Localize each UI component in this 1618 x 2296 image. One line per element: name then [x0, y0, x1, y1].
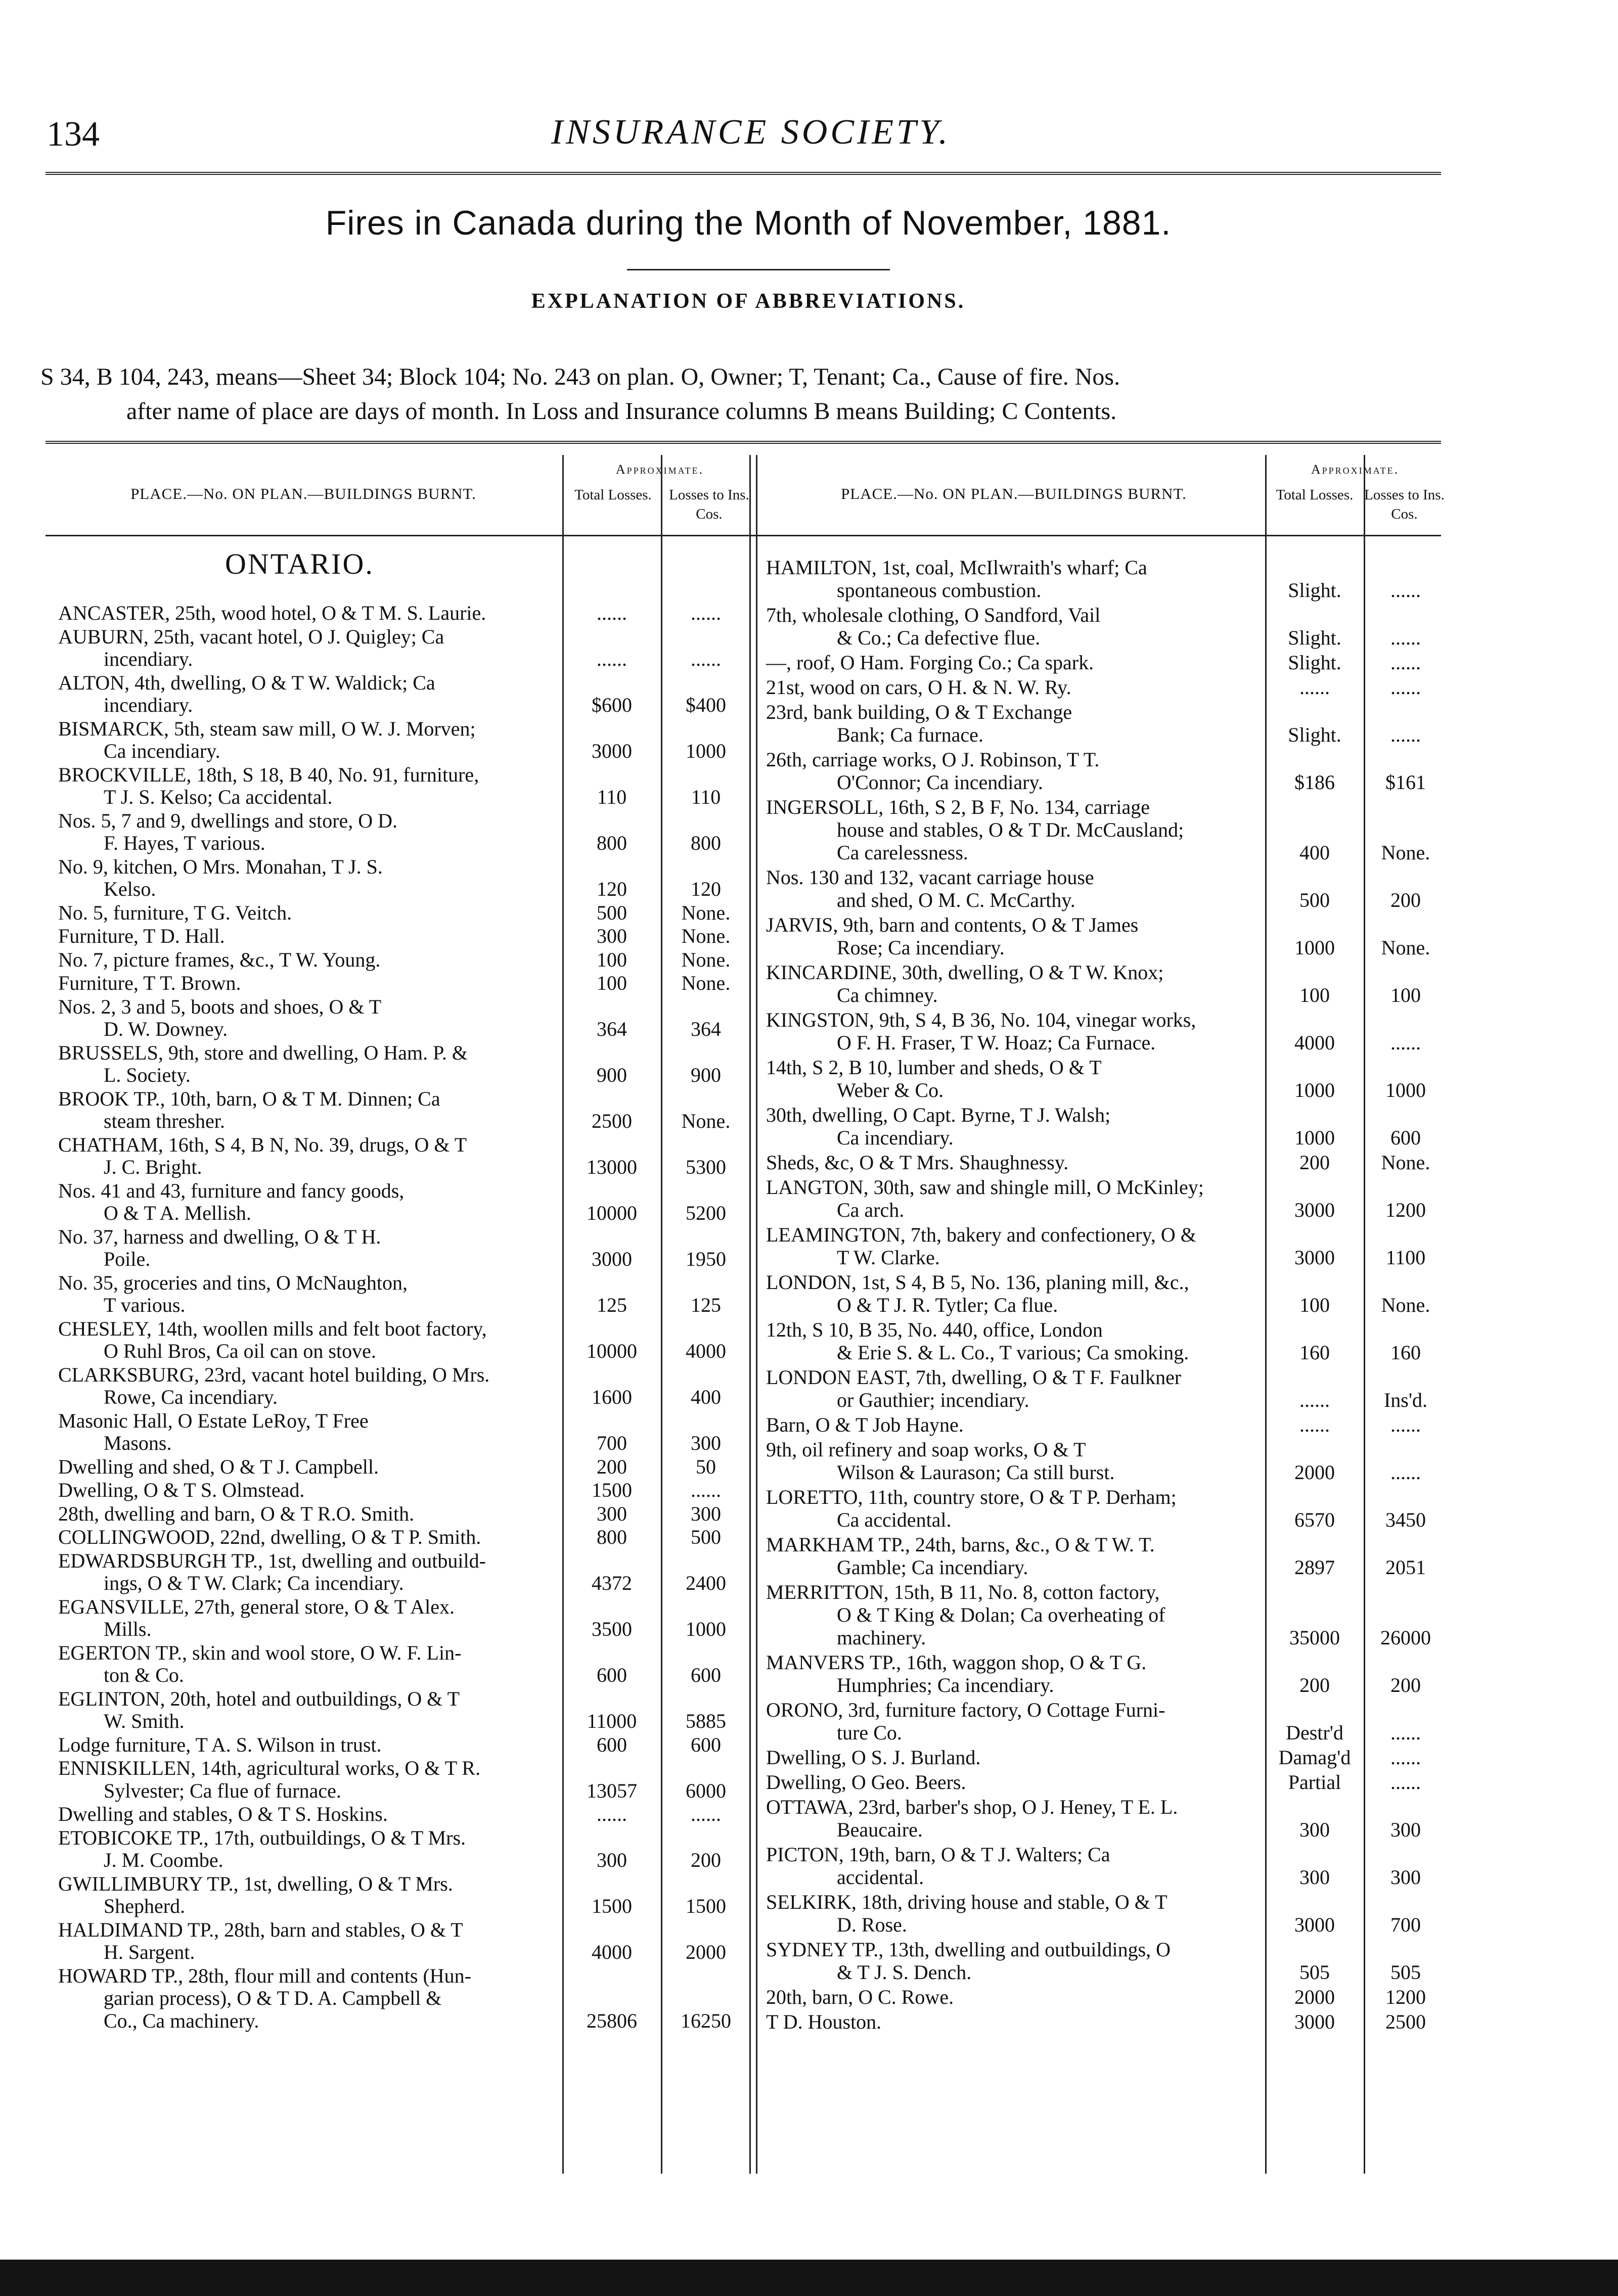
entry-text-line: CHESLEY, 14th, woollen mills and felt boot factory, [58, 1317, 487, 1340]
total-loss-value: $600 [592, 694, 632, 716]
insurance-loss-value: 1950 [686, 1248, 726, 1270]
entry-text-line: ANCASTER, 25th, wood hotel, O & T M. S. Laurie. [58, 602, 486, 624]
entry-text-line: Rowe, Ca incendiary. [104, 1386, 278, 1408]
total-loss-value: 400 [1299, 841, 1330, 864]
entry-text-line: D. W. Downey. [104, 1018, 228, 1040]
total-loss-value: ...... [1299, 676, 1330, 699]
entry-text-line: H. Sargent. [104, 1941, 195, 1963]
entry-text-line: BROCKVILLE, 18th, S 18, B 40, No. 91, furniture, [58, 763, 479, 786]
insurance-loss-value: 5885 [686, 1710, 726, 1732]
entry-text-line: SYDNEY TP., 13th, dwelling and outbuildings, O [766, 1938, 1171, 1961]
entry-text-line: KINGSTON, 9th, S 4, B 36, No. 104, vinegar works, [766, 1008, 1196, 1031]
entry-text-line: house and stables, O & T Dr. McCausland; [837, 818, 1184, 841]
total-loss-value: 6570 [1294, 1508, 1335, 1531]
insurance-loss-value: 600 [691, 1664, 721, 1686]
entry-text-line: Nos. 130 and 132, vacant carriage house [766, 866, 1094, 889]
total-loss-value: ...... [597, 648, 627, 670]
entry-text-line: Dwelling, O Geo. Beers. [766, 1771, 966, 1794]
insurance-loss-value: 5200 [686, 1202, 726, 1224]
insurance-loss-value: None. [681, 925, 731, 947]
total-loss-value: Partial [1288, 1771, 1341, 1794]
page-number: 134 [47, 115, 100, 154]
entry-text-line: BISMARCK, 5th, steam saw mill, O W. J. Morven; [58, 717, 476, 740]
entry-text-line: ton & Co. [104, 1664, 184, 1686]
entry-text-line: ORONO, 3rd, furniture factory, O Cottage Furni- [766, 1698, 1165, 1721]
total-loss-value: 3000 [1294, 1913, 1335, 1936]
entry-text-line: & T J. S. Dench. [837, 1961, 972, 1984]
entry-text-line: Rose; Ca incendiary. [837, 936, 1005, 959]
entry-text-line: —, roof, O Ham. Forging Co.; Ca spark. [766, 651, 1094, 674]
insurance-loss-value: ...... [1390, 651, 1421, 674]
right-total-header: Total Losses. [1276, 487, 1354, 503]
insurance-loss-value: 16250 [681, 2009, 731, 2032]
left-ins-header: Losses to Ins. Cos. [669, 487, 749, 522]
total-loss-value: 1600 [592, 1386, 632, 1408]
insurance-loss-value: ...... [1390, 626, 1421, 649]
running-head: INSURANCE SOCIETY. [551, 113, 951, 152]
total-loss-value: Slight. [1288, 579, 1341, 602]
entry-text-line: & Co.; Ca defective flue. [837, 626, 1041, 649]
insurance-loss-value: $161 [1385, 771, 1426, 794]
entry-text-line: BROOK TP., 10th, barn, O & T M. Dinnen; Ca [58, 1087, 440, 1110]
entry-text-line: ENNISKILLEN, 14th, agricultural works, O & T R. [58, 1757, 481, 1779]
entry-text-line: SELKIRK, 18th, driving house and stable, O & T [766, 1891, 1167, 1913]
entry-text-line: O & T A. Mellish. [104, 1202, 251, 1224]
entry-text-line: 26th, carriage works, O J. Robinson, T T. [766, 748, 1100, 771]
total-loss-value: 100 [1299, 984, 1330, 1006]
entry-text-line: MARKHAM TP., 24th, barns, &c., O & T W. T. [766, 1533, 1155, 1556]
entry-text-line: T various. [104, 1294, 186, 1316]
total-loss-value: 10000 [587, 1340, 637, 1362]
insurance-loss-value: 300 [691, 1502, 721, 1525]
total-loss-value: 200 [1299, 1151, 1330, 1174]
insurance-loss-value: 125 [691, 1294, 721, 1316]
total-loss-value: 160 [1299, 1341, 1330, 1364]
insurance-loss-value: None. [1381, 936, 1430, 959]
entry-text-line: Ca arch. [837, 1199, 905, 1221]
total-loss-value: 800 [597, 1526, 627, 1548]
entry-text-line: COLLINGWOOD, 22nd, dwelling, O & T P. Smith. [58, 1526, 481, 1548]
entry-text-line: steam thresher. [104, 1110, 225, 1132]
entry-text-line: machinery. [837, 1626, 926, 1649]
total-loss-value: ...... [597, 1803, 627, 1825]
total-loss-value: 1500 [592, 1479, 632, 1501]
entry-text-line: 14th, S 2, B 10, lumber and sheds, O & T [766, 1056, 1102, 1079]
total-loss-value: 4000 [592, 1941, 632, 1963]
entry-text-line: 21st, wood on cars, O H. & N. W. Ry. [766, 676, 1071, 699]
insurance-loss-value: 800 [691, 832, 721, 854]
total-loss-value: 300 [1299, 1866, 1330, 1889]
insurance-loss-value: 2400 [686, 1572, 726, 1594]
entry-text-line: Co., Ca machinery. [104, 2009, 259, 2032]
insurance-loss-value: ...... [1390, 723, 1421, 746]
insurance-loss-value: 200 [1390, 889, 1421, 911]
insurance-loss-value: ...... [1390, 1771, 1421, 1794]
entry-text-line: BRUSSELS, 9th, store and dwelling, O Ham. P. & [58, 1041, 468, 1064]
total-loss-value: 11000 [587, 1710, 637, 1732]
entry-text-line: Barn, O & T Job Hayne. [766, 1413, 964, 1436]
entry-text-line: HALDIMAND TP., 28th, barn and stables, O & T [58, 1918, 463, 1941]
insurance-loss-value: None. [1381, 1294, 1430, 1316]
top-rule [46, 172, 1441, 175]
insurance-loss-value: 300 [691, 1432, 721, 1454]
entry-text-line: accidental. [837, 1866, 924, 1889]
insurance-loss-value: 160 [1390, 1341, 1421, 1364]
entry-text-line: T D. Houston. [766, 2010, 882, 2033]
total-loss-value: Damag'd [1278, 1746, 1351, 1769]
entry-text-line: No. 35, groceries and tins, O McNaughton, [58, 1271, 408, 1294]
entry-text-line: F. Hayes, T various. [104, 832, 265, 854]
entry-text-line: 7th, wholesale clothing, O Sandford, Vail [766, 604, 1101, 626]
total-loss-value: 300 [597, 925, 627, 947]
insurance-loss-value: $400 [686, 694, 726, 716]
entry-text-line: Furniture, T D. Hall. [58, 925, 225, 947]
entry-text-line: No. 37, harness and dwelling, O & T H. [58, 1225, 381, 1248]
entry-text-line: Gamble; Ca incendiary. [837, 1556, 1028, 1579]
entry-text-line: ALTON, 4th, dwelling, O & T W. Waldick; Ca [58, 671, 435, 694]
total-loss-value: 3500 [592, 1618, 632, 1640]
header-underline [46, 535, 1441, 536]
entry-text-line: Dwelling and stables, O & T S. Hoskins. [58, 1803, 388, 1825]
insurance-loss-value: None. [1381, 1151, 1430, 1174]
total-loss-value: 700 [597, 1432, 627, 1454]
insurance-loss-value: 110 [691, 786, 721, 808]
total-loss-value: Slight. [1288, 626, 1341, 649]
total-loss-value: Destr'd [1286, 1721, 1343, 1744]
insurance-loss-value: Ins'd. [1383, 1389, 1428, 1411]
total-loss-value: $186 [1294, 771, 1335, 794]
total-loss-value: 110 [597, 786, 627, 808]
total-loss-value: ...... [1299, 1413, 1330, 1436]
insurance-loss-value: 5300 [686, 1156, 726, 1178]
entry-text-line: Nos. 2, 3 and 5, boots and shoes, O & T [58, 995, 382, 1018]
right-approximate-header: Approximate. [1311, 462, 1400, 477]
insurance-loss-value: 600 [691, 1733, 721, 1756]
insurance-loss-value: ...... [691, 1803, 721, 1825]
insurance-loss-value: 1000 [686, 740, 726, 762]
entry-text-line: AUBURN, 25th, vacant hotel, O J. Quigley; Ca [58, 625, 444, 648]
entry-text-line: J. C. Bright. [104, 1156, 202, 1178]
entry-text-line: 23rd, bank building, O & T Exchange [766, 701, 1072, 723]
entry-text-line: EDWARDSBURGH TP., 1st, dwelling and outbuild- [58, 1549, 486, 1572]
insurance-loss-value: 2000 [686, 1941, 726, 1963]
total-loss-value: 2000 [1294, 1461, 1335, 1484]
total-loss-value: 300 [597, 1502, 627, 1525]
entry-text-line: HOWARD TP., 28th, flour mill and contents (Hun- [58, 1964, 471, 1987]
entry-text-line: Weber & Co. [837, 1079, 944, 1101]
insurance-loss-value: 505 [1390, 1961, 1421, 1984]
total-loss-value: 125 [597, 1294, 627, 1316]
entry-text-line: Poile. [104, 1248, 151, 1270]
entry-text-line: Nos. 41 and 43, furniture and fancy goods, [58, 1179, 404, 1202]
insurance-loss-value: 3450 [1385, 1508, 1426, 1531]
left-total-header: Total Losses. [574, 487, 652, 503]
total-loss-value: 10000 [587, 1202, 637, 1224]
right-place-header: PLACE.—No. ON PLAN.—BUILDINGS BURNT. [841, 485, 1187, 502]
entry-text-line: garian process), O & T D. A. Campbell & [104, 1987, 442, 2009]
explanation-line-2: after name of place are days of month. In Loss and Insurance columns B means Building; C Contents. [126, 398, 1117, 425]
entry-text-line: Ca accidental. [837, 1508, 952, 1531]
entry-text-line: 28th, dwelling and barn, O & T R.O. Smith. [58, 1502, 415, 1525]
insurance-loss-value: ...... [1390, 1031, 1421, 1054]
center-rule-2 [756, 455, 757, 2174]
total-loss-value: ...... [597, 602, 627, 624]
insurance-loss-value: None. [681, 948, 731, 971]
entry-text-line: GWILLIMBURY TP., 1st, dwelling, O & T Mrs. [58, 1872, 453, 1895]
total-loss-value: 2897 [1294, 1556, 1335, 1579]
insurance-loss-value: 200 [691, 1849, 721, 1871]
insurance-loss-value: None. [681, 901, 731, 924]
insurance-loss-value: 1100 [1385, 1246, 1426, 1269]
total-loss-value: 35000 [1289, 1626, 1340, 1649]
entry-text-line: spontaneous combustion. [837, 579, 1042, 602]
insurance-loss-value: 700 [1390, 1913, 1421, 1936]
entry-text-line: Furniture, T T. Brown. [58, 972, 241, 994]
entry-text-line: Masons. [104, 1432, 172, 1454]
total-loss-value: 100 [1299, 1294, 1330, 1316]
total-loss-value: 100 [597, 972, 627, 994]
entry-text-line: HAMILTON, 1st, coal, McIlwraith's wharf; Ca [766, 556, 1147, 579]
entry-text-line: incendiary. [104, 648, 193, 670]
entry-text-line: 9th, oil refinery and soap works, O & T [766, 1438, 1086, 1461]
entry-text-line: LORETTO, 11th, country store, O & T P. Derham; [766, 1486, 1177, 1508]
title-rule [627, 269, 890, 270]
total-loss-value: 13057 [587, 1779, 637, 1802]
total-loss-value: ...... [1299, 1389, 1330, 1411]
entry-text-line: 12th, S 10, B 35, No. 440, office, London [766, 1318, 1103, 1341]
insurance-loss-value: 1200 [1385, 1986, 1426, 2008]
entry-text-line: Dwelling, O S. J. Burland. [766, 1746, 981, 1769]
entry-text-line: CLARKSBURG, 23rd, vacant hotel building, O Mrs. [58, 1363, 490, 1386]
insurance-loss-value: None. [681, 972, 731, 994]
insurance-loss-value: ...... [1390, 1413, 1421, 1436]
insurance-loss-value: 300 [1390, 1866, 1421, 1889]
entry-text-line: Ca incendiary. [104, 740, 220, 762]
insurance-loss-value: ...... [1390, 1461, 1421, 1484]
total-loss-value: 3000 [592, 740, 632, 762]
entry-text-line: Ca incendiary. [837, 1126, 954, 1149]
entry-text-line: O'Connor; Ca incendiary. [837, 771, 1043, 794]
total-loss-value: 13000 [587, 1156, 637, 1178]
insurance-loss-value: None. [1381, 841, 1430, 864]
page-bottom-shadow [0, 2260, 1618, 2296]
insurance-loss-value: 50 [696, 1455, 716, 1478]
total-loss-value: Slight. [1288, 723, 1341, 746]
entry-text-line: LONDON, 1st, S 4, B 5, No. 136, planing mill, &c., [766, 1271, 1189, 1294]
page-title: Fires in Canada during the Month of November, 1881. [325, 204, 1172, 242]
entry-text-line: incendiary. [104, 694, 193, 716]
total-loss-value: 3000 [1294, 2010, 1335, 2033]
total-loss-value: 500 [1299, 889, 1330, 911]
insurance-loss-value: ...... [691, 1479, 721, 1501]
entry-text-line: Lodge furniture, T A. S. Wilson in trust. [58, 1733, 382, 1756]
total-loss-value: 100 [597, 948, 627, 971]
entry-text-line: and shed, O M. C. McCarthy. [837, 889, 1075, 911]
entry-text-line: MERRITTON, 15th, B 11, No. 8, cotton factory, [766, 1581, 1160, 1603]
entry-text-line: MANVERS TP., 16th, waggon shop, O & T G. [766, 1651, 1147, 1674]
total-loss-value: 2500 [592, 1110, 632, 1132]
entry-text-line: KINCARDINE, 30th, dwelling, O & T W. Knox; [766, 961, 1164, 984]
insurance-loss-value: 4000 [686, 1340, 726, 1362]
entry-text-line: LANGTON, 30th, saw and shingle mill, O McKinley; [766, 1176, 1204, 1199]
insurance-loss-value: 26000 [1380, 1626, 1431, 1649]
entry-text-line: ings, O & T W. Clark; Ca incendiary. [104, 1572, 404, 1594]
entry-text-line: Ca chimney. [837, 984, 938, 1006]
total-loss-value: 3000 [592, 1248, 632, 1270]
entry-text-line: ture Co. [837, 1721, 902, 1744]
center-rule-1 [749, 455, 751, 2174]
entry-text-line: Shepherd. [104, 1895, 186, 1917]
insurance-loss-value: ...... [1390, 676, 1421, 699]
total-loss-value: 600 [597, 1664, 627, 1686]
entry-text-line: Ca carelessness. [837, 841, 968, 864]
total-loss-value: 1500 [592, 1895, 632, 1917]
total-loss-value: 505 [1299, 1961, 1330, 1984]
total-loss-value: 4000 [1294, 1031, 1335, 1054]
total-loss-value: 200 [1299, 1674, 1330, 1696]
entry-text-line: T J. S. Kelso; Ca accidental. [104, 786, 333, 808]
entry-text-line: LONDON EAST, 7th, dwelling, O & T F. Faulkner [766, 1366, 1182, 1389]
insurance-loss-value: 2051 [1385, 1556, 1426, 1579]
entry-text-line: JARVIS, 9th, barn and contents, O & T James [766, 913, 1139, 936]
insurance-loss-value: 1200 [1385, 1199, 1426, 1221]
entry-text-line: OTTAWA, 23rd, barber's shop, O J. Heney, T E. L. [766, 1796, 1178, 1818]
explanation-heading: EXPLANATION OF ABBREVIATIONS. [531, 290, 966, 313]
total-loss-value: 2000 [1294, 1986, 1335, 2008]
entry-text-line: Mills. [104, 1618, 152, 1640]
entry-text-line: EGERTON TP., skin and wool store, O W. F. Lin- [58, 1641, 462, 1664]
entry-text-line: ETOBICOKE TP., 17th, outbuildings, O & T Mrs. [58, 1826, 466, 1849]
entry-text-line: CHATHAM, 16th, S 4, B N, No. 39, drugs, O & T [58, 1133, 467, 1156]
insurance-loss-value: 120 [691, 878, 721, 900]
total-loss-value: 1000 [1294, 936, 1335, 959]
entry-text-line: No. 9, kitchen, O Mrs. Monahan, T J. S. [58, 855, 383, 878]
entry-text-line: O & T J. R. Tytler; Ca flue. [837, 1294, 1058, 1316]
total-loss-value: 4372 [592, 1572, 632, 1594]
province-heading: ONTARIO. [225, 547, 374, 580]
entry-text-line: Dwelling, O & T S. Olmstead. [58, 1479, 305, 1501]
entry-text-line: Sylvester; Ca flue of furnace. [104, 1779, 341, 1802]
insurance-loss-value: 600 [1390, 1126, 1421, 1149]
entry-text-line: D. Rose. [837, 1913, 907, 1936]
entry-text-line: Humphries; Ca incendiary. [837, 1674, 1054, 1696]
insurance-loss-value: 1000 [686, 1618, 726, 1640]
entry-text-line: O F. H. Fraser, T W. Hoaz; Ca Furnace. [837, 1031, 1156, 1054]
insurance-loss-value: None. [681, 1110, 731, 1132]
entry-text-line: Beaucaire. [837, 1818, 923, 1841]
insurance-loss-value: 364 [691, 1018, 721, 1040]
entry-text-line: Bank; Ca furnace. [837, 723, 983, 746]
explanation-line-1: S 34, B 104, 243, means—Sheet 34; Block 104; No. 243 on plan. O, Owner; T, Tenant; Ca., Cause of fire. Nos. [40, 363, 1120, 390]
entry-text-line: W. Smith. [104, 1710, 185, 1732]
total-loss-value: 800 [597, 832, 627, 854]
total-loss-value: 500 [597, 901, 627, 924]
insurance-loss-value: 1000 [1385, 1079, 1426, 1101]
insurance-loss-value: ...... [1390, 1746, 1421, 1769]
total-loss-value: 600 [597, 1733, 627, 1756]
entry-text-line: & Erie S. & L. Co., T various; Ca smoking. [837, 1341, 1189, 1364]
entry-text-line: Nos. 5, 7 and 9, dwellings and store, O D. [58, 809, 398, 832]
table-top-rule [46, 441, 1441, 444]
insurance-loss-value: 500 [691, 1526, 721, 1548]
left-approximate-header: Approximate. [615, 462, 704, 477]
left-place-header: PLACE.—No. ON PLAN.—BUILDINGS BURNT. [130, 485, 476, 502]
insurance-loss-value: 900 [691, 1064, 721, 1086]
entry-text-line: 30th, dwelling, O Capt. Byrne, T J. Walsh; [766, 1104, 1111, 1126]
entry-text-line: Wilson & Laurason; Ca still burst. [837, 1461, 1115, 1484]
insurance-loss-value: 300 [1390, 1818, 1421, 1841]
entry-text-line: EGLINTON, 20th, hotel and outbuildings, O & T [58, 1687, 460, 1710]
total-loss-value: 120 [597, 878, 627, 900]
insurance-loss-value: 200 [1390, 1674, 1421, 1696]
entry-text-line: J. M. Coombe. [104, 1849, 223, 1871]
entry-text-line: INGERSOLL, 16th, S 2, B F, No. 134, carriage [766, 796, 1150, 818]
entry-text-line: Sheds, &c, O & T Mrs. Shaughnessy. [766, 1151, 1069, 1174]
total-loss-value: 900 [597, 1064, 627, 1086]
entry-text-line: No. 5, furniture, T G. Veitch. [58, 901, 292, 924]
entry-text-line: 20th, barn, O C. Rowe. [766, 1986, 954, 2008]
total-loss-value: 364 [597, 1018, 627, 1040]
entry-text-line: Masonic Hall, O Estate LeRoy, T Free [58, 1409, 369, 1432]
entry-text-line: LEAMINGTON, 7th, bakery and confectionery, O & [766, 1223, 1196, 1246]
explanation-text [40, 360, 1451, 429]
insurance-loss-value: 100 [1390, 984, 1421, 1006]
entry-text-line: L. Society. [104, 1064, 191, 1086]
entry-text-line: Dwelling and shed, O & T J. Campbell. [58, 1455, 379, 1478]
total-loss-value: 200 [597, 1455, 627, 1478]
insurance-loss-value: 1500 [686, 1895, 726, 1917]
entry-text-line: No. 7, picture frames, &c., T W. Young. [58, 948, 381, 971]
insurance-loss-value: ...... [691, 648, 721, 670]
insurance-loss-value: ...... [691, 602, 721, 624]
insurance-loss-value: 2500 [1385, 2010, 1426, 2033]
total-loss-value: 300 [1299, 1818, 1330, 1841]
entry-text-line: O & T King & Dolan; Ca overheating of [837, 1603, 1165, 1626]
entry-text-line: PICTON, 19th, barn, O & T J. Walters; Ca [766, 1843, 1110, 1866]
entry-text-line: EGANSVILLE, 27th, general store, O & T Alex. [58, 1595, 455, 1618]
entry-text-line: Kelso. [104, 878, 156, 900]
total-loss-value: 25806 [587, 2009, 637, 2032]
insurance-loss-value: ...... [1390, 1721, 1421, 1744]
entry-text-line: O Ruhl Bros, Ca oil can on stove. [104, 1340, 376, 1362]
right-ins-header: Losses to Ins. Cos. [1364, 487, 1445, 522]
total-loss-value: 3000 [1294, 1246, 1335, 1269]
insurance-loss-value: 6000 [686, 1779, 726, 1802]
entry-text-line: T W. Clarke. [837, 1246, 940, 1269]
insurance-loss-value: 400 [691, 1386, 721, 1408]
insurance-loss-value: ...... [1390, 579, 1421, 602]
total-loss-value: 300 [597, 1849, 627, 1871]
total-loss-value: 3000 [1294, 1199, 1335, 1221]
total-loss-value: 1000 [1294, 1079, 1335, 1101]
total-loss-value: Slight. [1288, 651, 1341, 674]
entry-text-line: or Gauthier; incendiary. [837, 1389, 1029, 1411]
total-loss-value: 1000 [1294, 1126, 1335, 1149]
